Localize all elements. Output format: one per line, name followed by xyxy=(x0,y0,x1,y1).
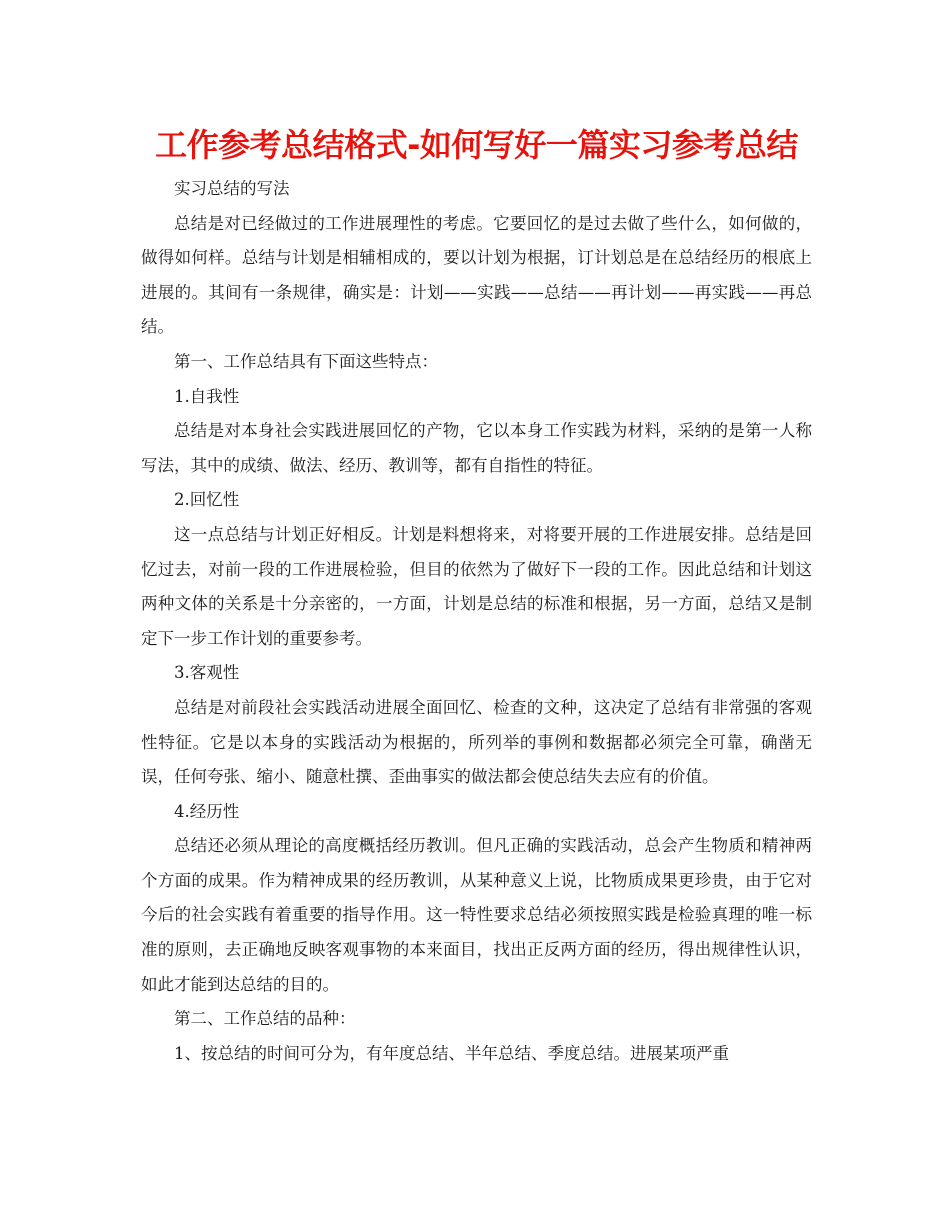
section-heading: 第一、工作总结具有下面这些特点： xyxy=(174,351,438,371)
document-body xyxy=(141,172,812,1071)
section-heading: 第二、工作总结的品种： xyxy=(174,1009,356,1029)
paragraph: 实习总结的写法 xyxy=(174,179,290,198)
paragraph: 这一点总结与计划正好相反。计划是料想将来，对将要开展的工作进展安排。总结是回忆过去，对前一段的工作进展检验，但目的依然为了做好下一段的工作。因此总结和计划这两种文体的关系是十分亲密的，一方面，计划是总结的标准和根据，另一方面，总结又是制定下一步工作计划的重要参考。 xyxy=(141,524,812,648)
subheading: 1.自我性 xyxy=(174,386,240,406)
subheading: 2.回忆性 xyxy=(174,490,240,510)
document-page xyxy=(141,118,812,1071)
paragraph: 总结是对已经做过的工作进展理性的考虑。它要回忆的是过去做了些什么，如何做的，做得如何样。总结与计划是相辅相成的，要以计划为根据，订计划总是在总结经历的根底上进展的。其间有一条规律，确实是：计划——实践——总结——再计划——再实践——再总结。 xyxy=(141,213,812,337)
document-title: 工作参考总结格式-如何写好一篇实习参考总结 xyxy=(155,126,798,164)
paragraph: 1、按总结的时间可分为，有年度总结、半年总结、季度总结。进展某项严重 xyxy=(174,1043,729,1063)
paragraph: 总结还必须从理论的高度概括经历教训。但凡正确的实践活动，总会产生物质和精神两个方面的成果。作为精神成果的经历教训，从某种意义上说，比物质成果更珍贵，由于它对今后的社会实践有着重要的指导作用。这一特性要求总结必须按照实践是检验真理的唯一标准的原则，去正确地反映客观事物的本来面目，找出正反两方面的经历，得出规律性认识，如此才能到达总结的目的。 xyxy=(141,836,812,994)
paragraph: 总结是对本身社会实践进展回忆的产物，它以本身工作实践为材料，采纳的是第一人称写法，其中的成绩、做法、经历、教训等，都有自指性的特征。 xyxy=(141,421,812,475)
paragraph: 总结是对前段社会实践活动进展全面回忆、检查的文种，这决定了总结有非常强的客观性特征。它是以本身的实践活动为根据的，所列举的事例和数据都必须完全可靠，确凿无误，任何夸张、缩小、随意杜撰、歪曲事实的做法都会使总结失去应有的价值。 xyxy=(141,697,812,787)
subheading: 4.经历性 xyxy=(174,801,240,821)
subheading: 3.客观性 xyxy=(174,663,240,683)
